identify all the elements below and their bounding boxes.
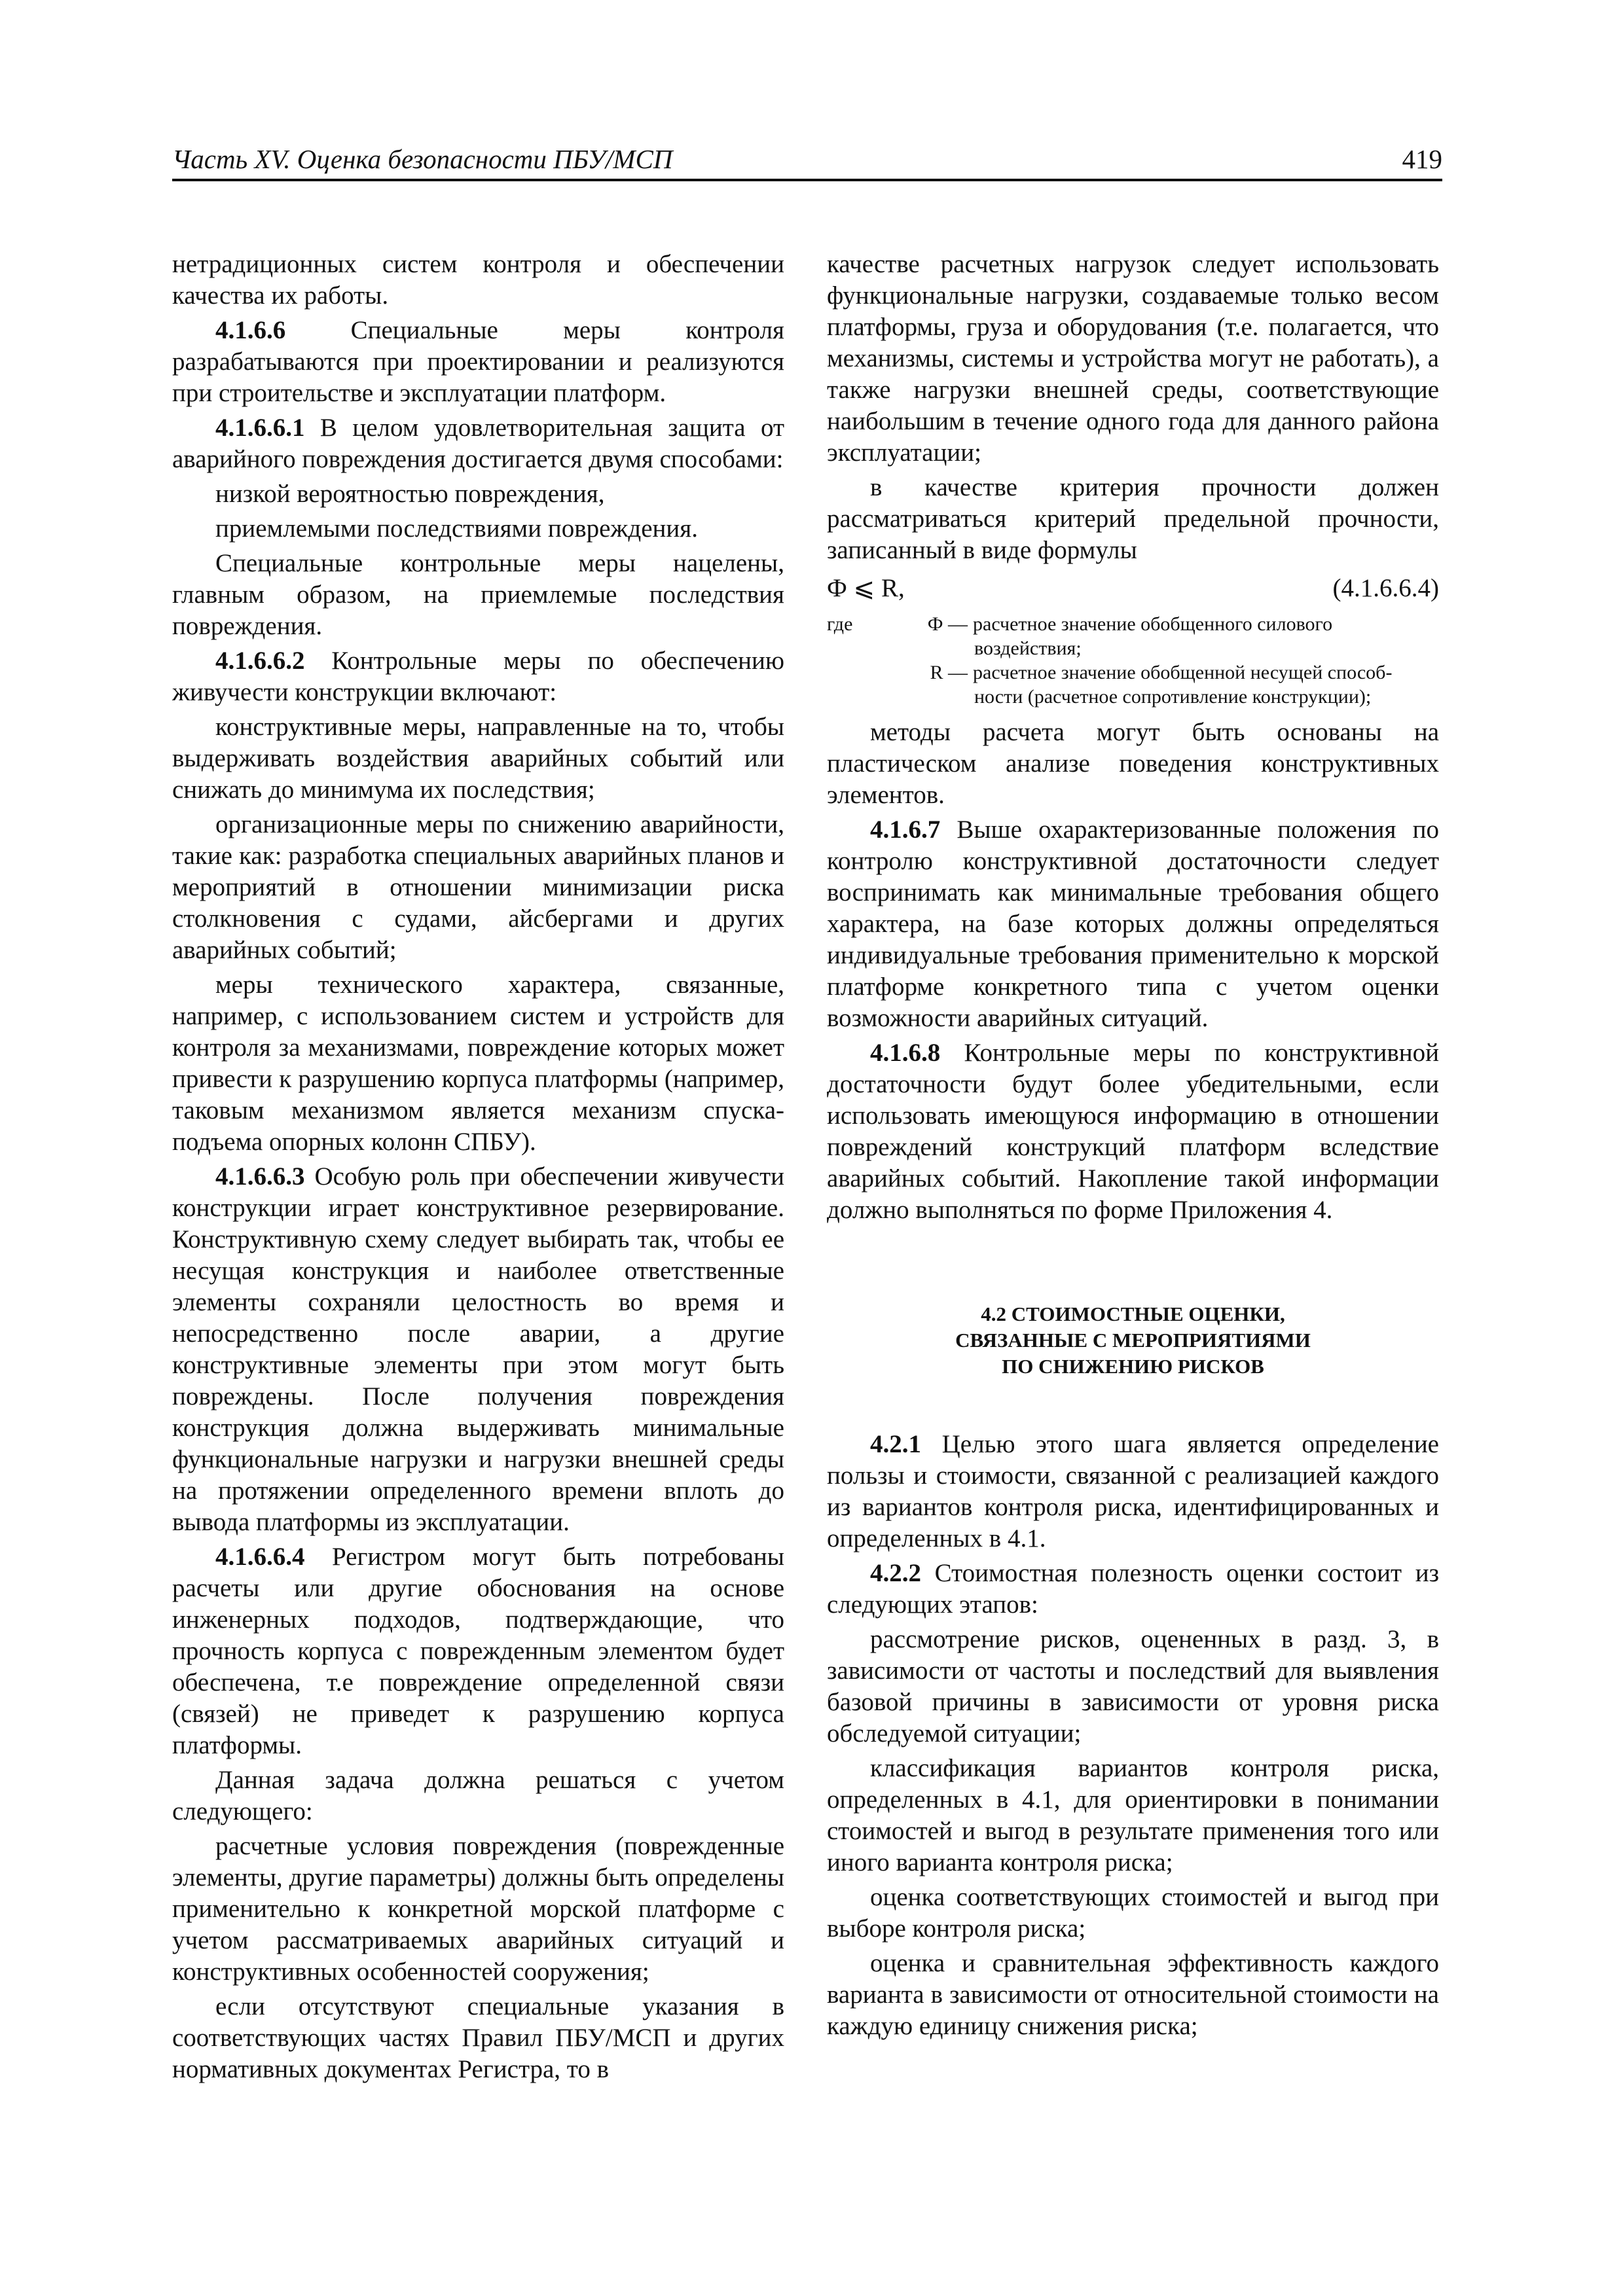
paragraph-text: конструктивные меры, направленные на то, чтобы выдерживать воздействия аварийных событий или снижать до минимума их последствия;: [172, 713, 784, 804]
paragraph: [172, 412, 784, 475]
paragraph-text: классификация вариантов контроля риска, определенных в 4.1, для ориентировки в понимании стоимостей и выгод в результате применения того или иного варианта контроля риска;: [827, 1754, 1439, 1876]
clause-number: 4.2.1: [870, 1430, 921, 1458]
paragraph: [172, 1765, 784, 1827]
right-mid-paragraphs: [827, 717, 1439, 1226]
paragraph-text: Особую роль при обеспечении живучести конструкции играет конструктивное резервирование. Конструктивную схему следует выбирать так, чтобы ее несущая конструкция и наиболее ответственные элементы сохраняли целостность во время и непосредственно после аварии, а другие конструктивные элементы при этом могут быть повреждены. После получения повреждения конструкция должна выдерживать минимальные функциональные нагрузки и нагрузки внешней среды на протяжении определенного времени вплоть до вывода платформы из эксплуатации.: [172, 1162, 784, 1536]
paragraph: [172, 1161, 784, 1538]
clause-number: 4.1.6.6.3: [215, 1162, 305, 1191]
paragraph: [172, 1991, 784, 2085]
paragraph: [172, 513, 784, 545]
formula-legend: [827, 612, 1439, 709]
paragraph-text: методы расчета могут быть основаны на пластическом анализе поведения конструктивных элементов.: [827, 718, 1439, 809]
paragraph-text: качестве расчетных нагрузок следует использовать функциональные нагрузки, создаваемые только весом платформы, груза и оборудования (т.е. полагается, что механизмы, системы и устройства могут не работать), а также нагрузки внешней среды, соответствующие наибольшим в течение одного года для данного района эксплуатации;: [827, 250, 1439, 467]
legend-text-r: расчетное значение обобщенной несущей способ-: [973, 662, 1393, 683]
legend-symbol-phi: Ф —: [927, 613, 968, 635]
clause-number: 4.1.6.7: [870, 816, 941, 844]
paragraph-text: Контрольные меры по конструктивной достаточности будут более убедительными, если использовать имеющуюся информацию в отношении повреждений конструкций платформ вследствие аварийных событий. Накопление такой информации должно выполняться по форме Приложения 4.: [827, 1039, 1439, 1224]
paragraph: [827, 249, 1439, 469]
clause-number: 4.1.6.6.1: [215, 414, 305, 442]
paragraph-text: Выше охарактеризованные положения по контролю конструктивной достаточности следует воспринимать как минимальные требования общего характера, на базе которых должны определяться индивидуальные требования применительно к морской платформе конкретного типа с учетом оценки возможности аварийных ситуаций.: [827, 816, 1439, 1032]
paragraph: [827, 717, 1439, 811]
header-title: Часть XV. Оценка безопасности ПБУ/МСП: [172, 144, 673, 174]
paragraph-text: низкой вероятностью повреждения,: [215, 480, 605, 508]
paragraph: [827, 1558, 1439, 1621]
paragraph-text: приемлемыми последствиями повреждения.: [215, 514, 698, 543]
formula: [827, 573, 1439, 604]
right-bottom-paragraphs: [827, 1429, 1439, 2042]
paragraph-text: рассмотрение рисков, оцененных в разд. 3, в зависимости от частоты и последствий для выявления базовой причины в зависимости от уровня риска обследуемой ситуации;: [827, 1625, 1439, 1748]
where-word: где: [827, 613, 853, 635]
paragraph-text: Данная задача должна решаться с учетом следующего:: [172, 1766, 784, 1825]
paragraph: [172, 1541, 784, 1761]
clause-number: 4.1.6.6.2: [215, 647, 305, 675]
paragraph: [827, 1753, 1439, 1878]
paragraph: [827, 1429, 1439, 1554]
clause-number: 4.1.6.6.4: [215, 1543, 305, 1571]
page-number: 419: [1402, 144, 1442, 174]
paragraph-text: нетрадиционных систем контроля и обеспечении качества их работы.: [172, 250, 784, 310]
right-top-paragraphs: [827, 249, 1439, 566]
paragraph-text: если отсутствуют специальные указания в соответствующих частях Правил ПБУ/МСП и других нормативных документах Регистра, то в: [172, 1992, 784, 2083]
section-heading-line: 4.2 СТОИМОСТНЫЕ ОЦЕНКИ,: [981, 1302, 1285, 1325]
formula-expression: Ф ⩽ R,: [827, 574, 905, 602]
clause-number: 4.1.6.6: [215, 316, 286, 344]
left-column: [172, 249, 784, 2089]
paragraph-text: расчетные условия повреждения (поврежденные элементы, другие параметры) должны быть определены применительно к конкретной морской платформе с учетом рассматриваемых аварийных ситуаций и конструктивных особенностей сооружения;: [172, 1832, 784, 1986]
section-heading: [827, 1301, 1439, 1380]
paragraph: [172, 548, 784, 642]
paragraph-text: Специальные меры контроля разрабатываются при проектировании и реализуются при строительстве и эксплуатации платформ.: [172, 316, 784, 407]
paragraph: [172, 645, 784, 708]
paragraph-text: Стоимостная полезность оценки состоит из следующих этапов:: [827, 1559, 1439, 1619]
clause-number: 4.1.6.8: [870, 1039, 941, 1067]
paragraph: [827, 1037, 1439, 1226]
paragraph: [827, 472, 1439, 566]
formula-number: (4.1.6.6.4): [1332, 574, 1439, 602]
paragraph-text: меры технического характера, связанные, например, с использованием систем и устройств для контроля за механизмами, повреждение которых может привести к разрушению корпуса платформы (например, таковым механизмом является механизм спуска-подъема опорных колонн СПБУ).: [172, 971, 784, 1156]
paragraph-text: организационные меры по снижению аварийности, такие как: разработка специальных аварийных планов и мероприятий в отношении минимизации риска столкновения с судами, айсбергами и других аварийных событий;: [172, 810, 784, 964]
paragraph: [827, 1882, 1439, 1945]
paragraph-text: в качестве критерия прочности должен рассматриваться критерий предельной прочности, записанный в виде формулы: [827, 473, 1439, 564]
paragraph-text: Целью этого шага является определение пользы и стоимости, связанной с реализацией каждого из вариантов контроля риска, идентифицированных и определенных в 4.1.: [827, 1430, 1439, 1552]
paragraph: [172, 315, 784, 409]
running-header: [172, 141, 1442, 181]
paragraph-text: Контрольные меры по обеспечению живучести конструкции включают:: [172, 647, 784, 706]
section-heading-line: СВЯЗАННЫЕ С МЕРОПРИЯТИЯМИ: [955, 1329, 1311, 1352]
legend-text-phi-cont: воздействия;: [974, 637, 1082, 659]
left-paragraphs: [172, 249, 784, 2085]
paragraph-text: оценка соответствующих стоимостей и выгод при выборе контроля риска;: [827, 1883, 1439, 1943]
legend-symbol-r: R —: [930, 662, 968, 683]
right-column: [827, 249, 1439, 2045]
paragraph: [827, 1948, 1439, 2042]
legend-text-phi: расчетное значение обобщенного силового: [973, 613, 1333, 635]
section-heading-line: ПО СНИЖЕНИЮ РИСКОВ: [1002, 1355, 1264, 1378]
paragraph: [172, 711, 784, 806]
paragraph: [172, 969, 784, 1158]
paragraph: [827, 814, 1439, 1034]
legend-text-r-cont: ности (расчетное сопротивление конструкции);: [974, 686, 1372, 708]
paragraph: [172, 249, 784, 312]
paragraph-text: Специальные контрольные меры нацелены, главным образом, на приемлемые последствия повреждения.: [172, 549, 784, 640]
paragraph-text: оценка и сравнительная эффективность каждого варианта в зависимости от относительной стоимости на каждую единицу снижения риска;: [827, 1949, 1439, 2040]
paragraph: [172, 809, 784, 966]
clause-number: 4.2.2: [870, 1559, 921, 1587]
paragraph: [172, 1831, 784, 1988]
paragraph-text: Регистром могут быть потребованы расчеты или другие обоснования на основе инженерных подходов, подтверждающие, что прочность корпуса с поврежденным элементом будет обеспечена, т.е повреждение определенной связи (связей) не приведет к разрушению корпуса платформы.: [172, 1543, 784, 1759]
paragraph: [827, 1624, 1439, 1749]
paragraph-text: В целом удовлетворительная защита от аварийного повреждения достигается двумя способами:: [172, 414, 784, 473]
paragraph: [172, 478, 784, 510]
